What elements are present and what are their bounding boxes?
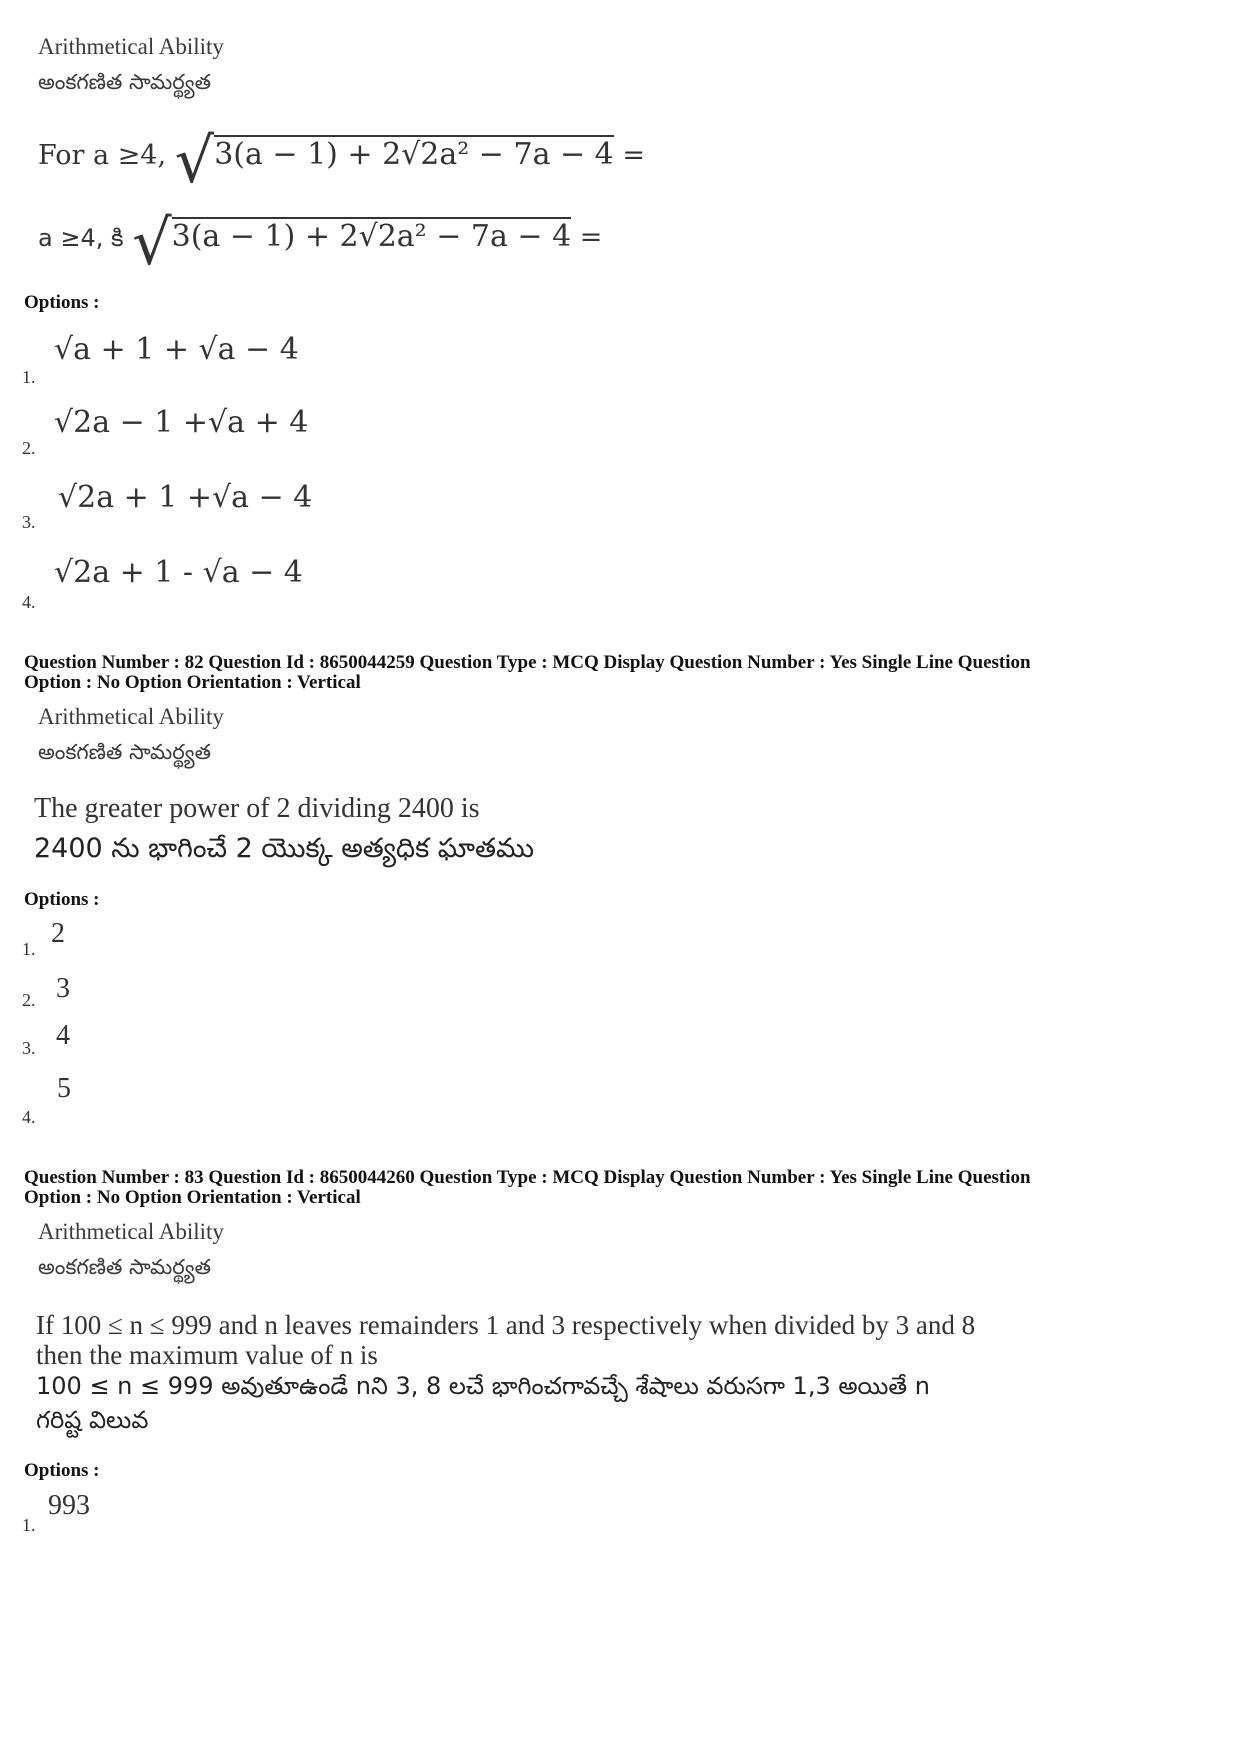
equals-sign: = (579, 222, 603, 253)
subject-label-te: అంకగణిత సామర్థ్యత (38, 1255, 211, 1279)
question-text-en-line2: then the maximum value of n is (36, 1340, 378, 1370)
subject-label-te: అంకగణిత సామర్థ్యత (38, 740, 211, 764)
subject-label-te: అంకగణిత సామర్థ్యత (38, 70, 211, 94)
option-number: 4. (22, 592, 36, 612)
radical-sign: √ (132, 206, 172, 279)
option-value[interactable]: 4 (56, 1020, 70, 1051)
subject-label-en: Arithmetical Ability (38, 34, 224, 59)
option-number: 3. (22, 512, 36, 532)
question-expression-te (38, 206, 603, 279)
option-number: 1. (22, 1515, 36, 1535)
subject-label-en: Arithmetical Ability (38, 704, 224, 729)
question-prefix-te: a ≥4, కి (38, 224, 124, 252)
radicand: 3(a − 1) + 2√2a² − 7a − 4 (171, 219, 572, 254)
question-text-en: The greater power of 2 dividing 2400 is (34, 793, 480, 824)
option-value[interactable]: 993 (48, 1490, 90, 1521)
question-meta-line1: Question Number : 82 Question Id : 8650044259 Question Type : MCQ Display Question Number : Yes Single Line Question (24, 652, 1031, 673)
question-text-en-line1: If 100 ≤ n ≤ 999 and n leaves remainders 1 and 3 respectively when divided by 3 and 8 (36, 1310, 976, 1340)
question-text-te-line2: గరిష్ట విలువ (36, 1406, 149, 1434)
option-number: 2. (22, 990, 36, 1010)
question-meta-line2: Option : No Option Orientation : Vertical (24, 1187, 361, 1208)
options-label: Options : (24, 292, 100, 313)
question-meta-line2: Option : No Option Orientation : Vertical (24, 672, 361, 693)
options-label: Options : (24, 889, 100, 910)
question-expression-en (38, 124, 645, 197)
question-text-te: 2400 ను భాగించే 2 యొక్క అత్యధిక ఘాతము (34, 833, 534, 864)
option-value[interactable]: 3 (56, 973, 70, 1004)
question-text-te-line1: 100 ≤ n ≤ 999 అవుతూఉండే nని 3, 8 లచే భాగించగావచ్చే శేషాలు వరుసగా 1,3 అయితే n (36, 1372, 930, 1400)
question-prefix-en: For a ≥4, (38, 140, 167, 171)
radical-sign: √ (174, 124, 215, 197)
radicand: 3(a − 1) + 2√2a² − 7a − 4 (214, 137, 614, 172)
subject-label-en: Arithmetical Ability (38, 1219, 224, 1244)
option-number: 3. (22, 1038, 36, 1058)
option-number: 1. (22, 939, 36, 959)
equals-sign: = (622, 140, 645, 171)
options-label: Options : (24, 1460, 100, 1481)
option-expression[interactable]: √2a + 1 - √a − 4 (54, 555, 303, 590)
option-number: 2. (22, 438, 36, 458)
option-expression[interactable]: √2a − 1 +√a + 4 (54, 405, 309, 440)
question-meta-line1: Question Number : 83 Question Id : 8650044260 Question Type : MCQ Display Question Number : Yes Single Line Question (24, 1167, 1031, 1188)
option-value[interactable]: 5 (57, 1073, 71, 1104)
option-number: 1. (22, 367, 36, 387)
option-expression[interactable]: √2a + 1 +√a − 4 (58, 480, 313, 515)
option-number: 4. (22, 1107, 36, 1127)
option-expression[interactable]: √a + 1 + √a − 4 (54, 332, 299, 367)
option-value[interactable]: 2 (51, 918, 65, 949)
